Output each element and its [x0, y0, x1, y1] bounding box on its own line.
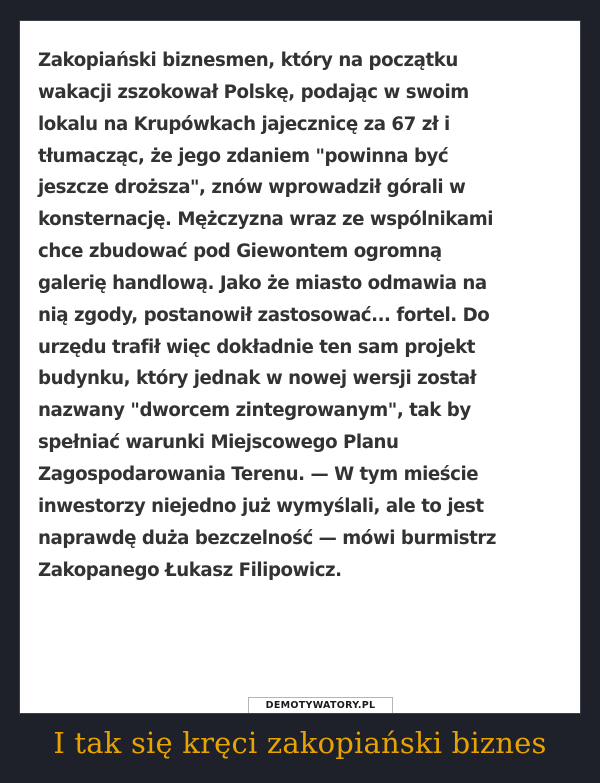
text-line: konsternację. Mężczyzna wraz ze wspólnikami	[38, 209, 494, 231]
site-watermark: DEMOTYWATORY.PL	[248, 697, 393, 713]
text-line: Zagospodarowania Terenu. — W tym mieście	[38, 463, 479, 485]
text-line: galerię handlową. Jako że miasto odmawia na	[38, 272, 487, 294]
text-line: naprawdę duża bezczelność — mówi burmistrz	[38, 527, 497, 549]
text-line: nią zgody, postanowił zastosować... fortel. Do	[38, 304, 490, 326]
text-line: Zakopanego Łukasz Filipowicz.	[38, 559, 342, 581]
text-line: budynku, który jednak w nowej wersji został	[38, 368, 477, 390]
text-line: lokalu na Krupówkach jajecznicę za 67 zł i	[38, 113, 450, 135]
text-line: chce zbudować pod Giewontem ogromną	[38, 241, 442, 263]
caption-title: I tak się kręci zakopiański biznes	[53, 726, 547, 760]
article-text	[38, 45, 568, 586]
text-line: jeszcze droższa", znów wprowadził górali w	[38, 177, 466, 199]
text-line: wakacji zszokował Polskę, podając w swoim	[38, 81, 469, 103]
text-line: Zakopiański biznesmen, który na początku	[38, 50, 458, 71]
text-line: nazwany "dworcem zintegrowanym", tak by	[38, 400, 471, 422]
image-card	[20, 21, 580, 713]
text-line: inwestorzy niejedno już wymyślali, ale to jest	[38, 495, 484, 517]
text-line: tłumacząc, że jego zdaniem "powinna być	[38, 145, 449, 167]
text-line: urzędu trafił więc dokładnie ten sam projekt	[38, 336, 476, 358]
text-line: spełniać warunki Miejscowego Planu	[38, 432, 399, 454]
